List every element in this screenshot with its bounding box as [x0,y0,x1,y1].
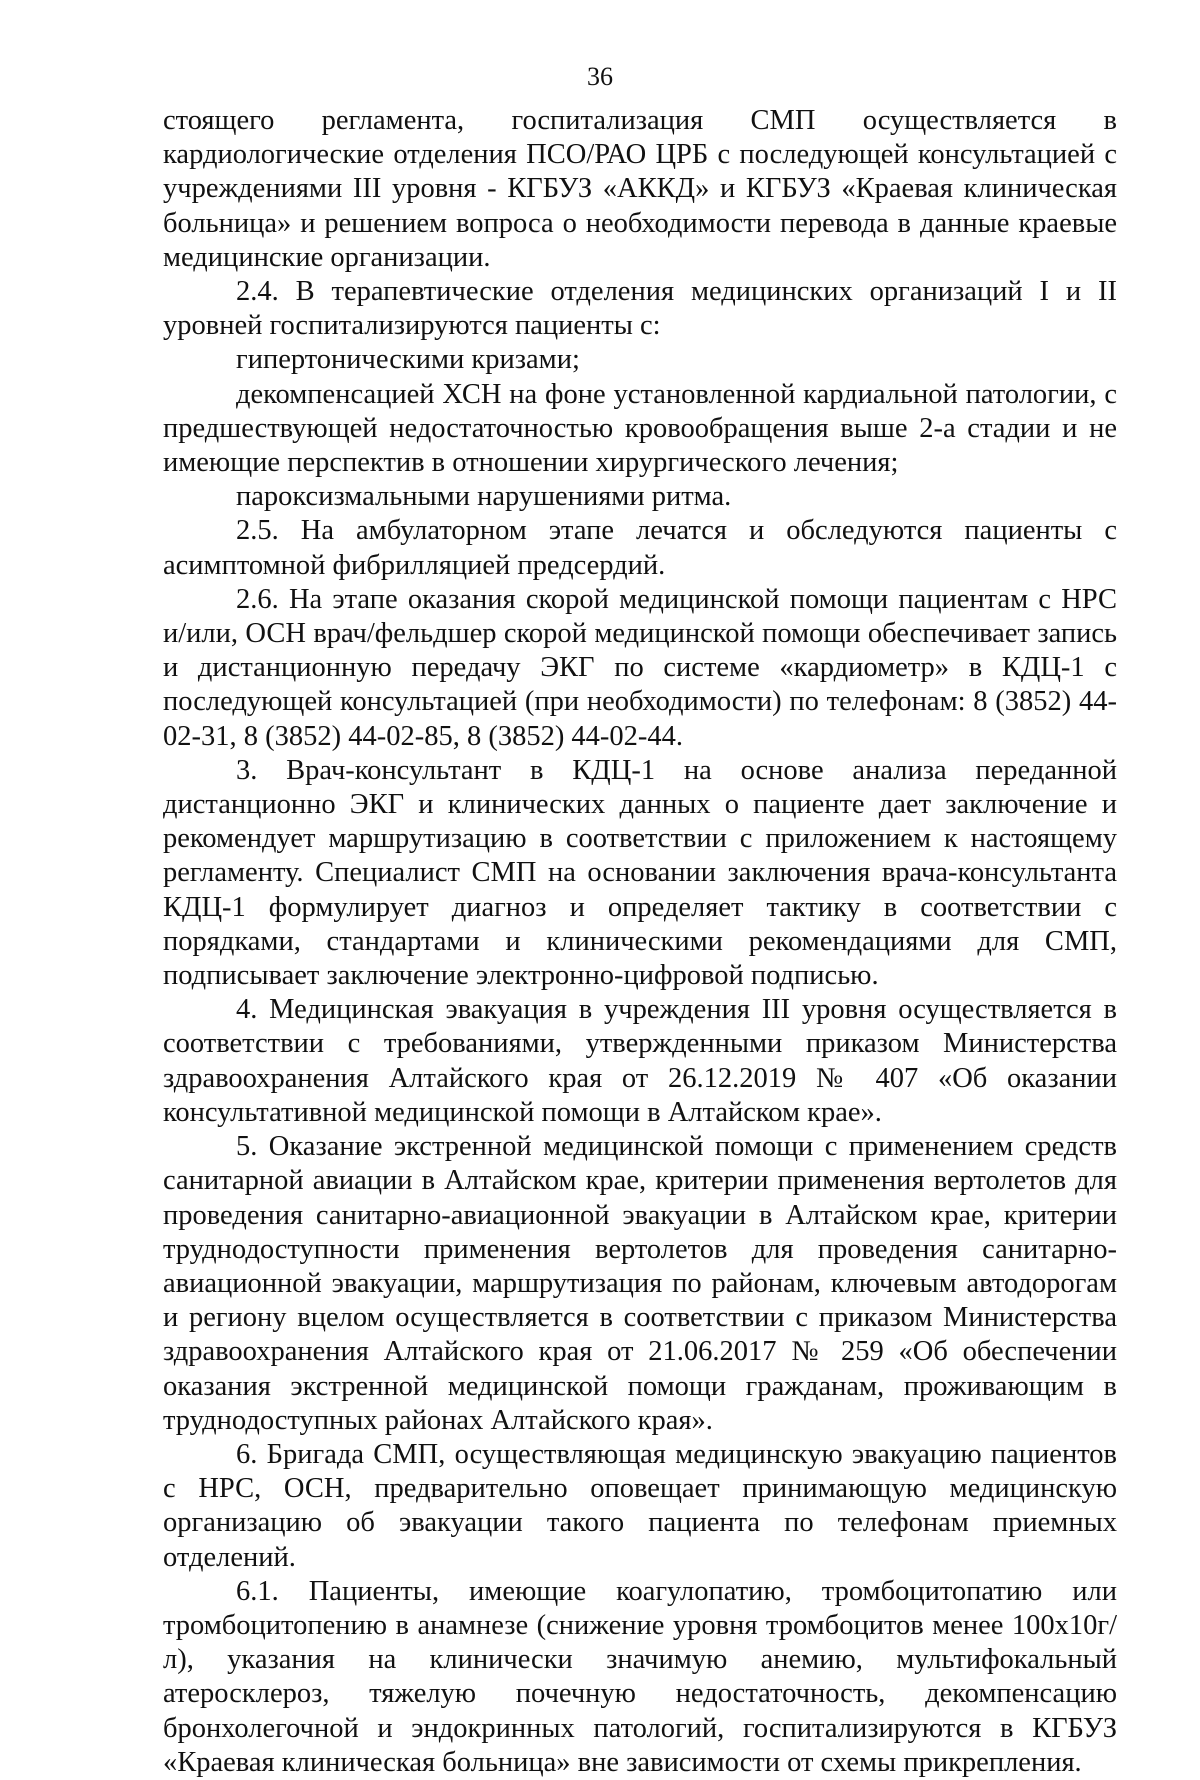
paragraph-6-1: 6.1. Пациенты, имеющие коагулопатию, тромбоцитопатию или тромбоцитопению в анамнезе (снижение уровня тромбоцитов менее 100x10г/л), указания на клинически значимую анемию, мультифокальный атеросклероз, тяжелую почечную недостаточность, декомпенсацию бронхолегочной и эндокринных патологий, госпитализируются в КГБУЗ «Краевая клиническая больница» вне зависимости от схемы прикрепления. [163,1575,1117,1778]
paragraph-4: 4. Медицинская эвакуация в учреждения III уровня осуществляется в соответствии с требованиями, утвержденными приказом Министерства здравоохранения Алтайского края от 26.12.2019 № 407 «Об оказании консультативной медицинской помощи в Алтайском крае». [163,994,1117,1128]
paragraph-2-6: 2.6. На этапе оказания скорой медицинской помощи пациентам с НРС и/или, ОСН врач/фельдшер скорой медицинской помощи обеспечивает запись и дистанционную передачу ЭКГ по системе «кардиометр» в КДЦ-1 с последующей консультацией (при необходимости) по телефонам: 8 (3852) 44-02-31, 8 (3852) 44-02-85, 8 (3852) 44-02-44. [163,583,1117,752]
list-item-paroxysmal: пароксизмальными нарушениями ритма. [236,481,732,513]
list-item-hypertensive-crises: гипертоническими кризами; [236,344,580,376]
list-item-decompensation: декомпенсацией ХСН на фоне установленной кардиальной патологии, с предшествующей недостаточностью кровообращения выше 2-а стадии и не имеющие перспектив в отношении хирургического лечения; [163,378,1117,479]
paragraph-2-4: 2.4. В терапевтические отделения медицинских организаций I и II уровней госпитализируются пациенты с: [163,276,1117,342]
paragraph-6: 6. Бригада СМП, осуществляющая медицинскую эвакуацию пациентов с НРС, ОСН, предварительно оповещает принимающую медицинскую организацию об эвакуации такого пациента по телефонам приемных отделений. [163,1438,1117,1573]
document-body [163,104,1117,1780]
page-number: 36 [587,62,613,91]
paragraph-5: 5. Оказание экстренной медицинской помощи с применением средств санитарной авиации в Алтайском крае, критерии применения вертолетов для проведения санитарно-авиационной эвакуации в Алтайском крае, критерии труднодоступности применения вертолетов для проведения санитарно-авиационной эвакуации, маршрутизация по районам, ключевым автодорогам и региону вцелом осуществляется в соответствии с приказом Министерства здравоохранения Алтайского края от 21.06.2017 № 259 «Об обеспечении оказания экстренной медицинской помощи гражданам, проживающим в труднодоступных районах Алтайского края». [163,1131,1117,1436]
paragraph-continuation: стоящего регламента, госпитализация СМП осуществляется в кардиологические отделения ПСО/РАО ЦРБ с последующей консультацией с учреждениями III уровня - КГБУЗ «АККД» и КГБУЗ «Краевая клиническая больница» и решением вопроса о необходимости перевода в данные краевые медицинские организации. [163,105,1117,273]
paragraph-2-5: 2.5. На амбулаторном этапе лечатся и обследуются пациенты с асимптомной фибрилляцией предсердий. [163,515,1117,581]
paragraph-3: 3. Врач-консультант в КДЦ-1 на основе анализа переданной дистанционно ЭКГ и клинических данных о пациенте дает заключение и рекомендует маршрутизацию в соответствии с приложением к настоящему регламенту. Специалист СМП на основании заключения врача-консультанта КДЦ-1 формулирует диагноз и определяет тактику в соответствии с порядками, стандартами и клиническими рекомендациями для СМП, подписывает заключение электронно-цифровой подписью. [163,754,1117,992]
